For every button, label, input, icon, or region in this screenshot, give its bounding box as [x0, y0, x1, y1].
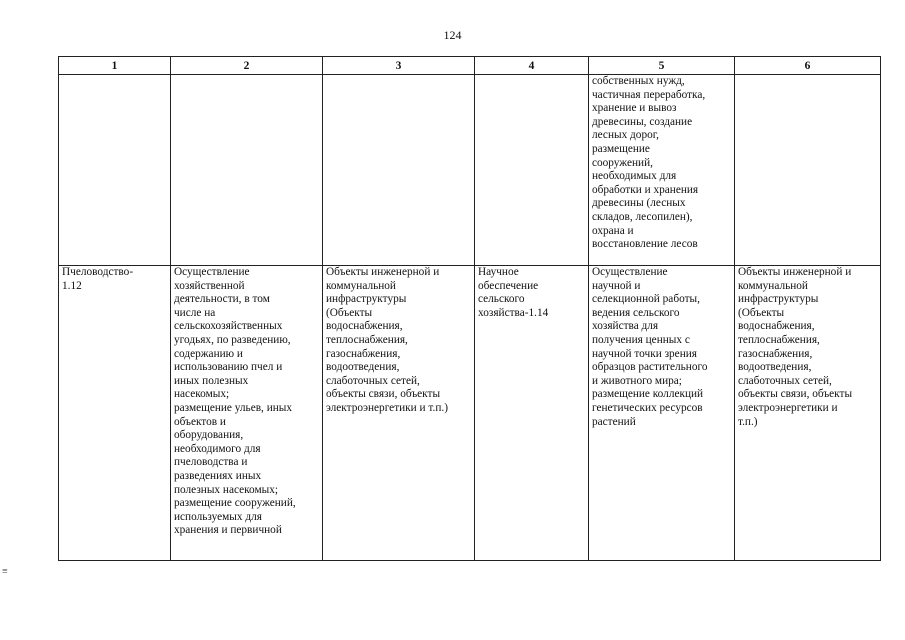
column-header-2: 2	[171, 57, 323, 75]
regulation-table	[58, 56, 881, 561]
column-header-3: 3	[323, 57, 475, 75]
table-row	[59, 75, 881, 266]
table-row	[59, 266, 881, 561]
column-header-5: 5	[589, 57, 735, 75]
table-cell	[171, 75, 323, 266]
margin-mark: ≡	[2, 566, 8, 577]
column-header-1: 1	[59, 57, 171, 75]
table-cell: Осуществление хозяйственной деятельности, в том числе на сельскохозяйственных угодьях, по разведению, содержанию и использованию пчел и иных полезных насекомых; размещение ульев, иных объектов и оборудования, необходимого для пчеловодства и разведениях иных полезных насекомых; размещение сооружений, используемых для хранения и первичной	[171, 266, 323, 561]
column-header-4: 4	[475, 57, 589, 75]
table-cell	[735, 75, 881, 266]
table-cell: собственных нужд, частичная переработка, хранение и вывоз древесины, создание лесных дорог, размещение сооружений, необходимых для обработки и хранения древесины (лесных складов, лесопилен), охрана и восстановление лесов	[589, 75, 735, 266]
table-cell: Пчеловодство- 1.12	[59, 266, 171, 561]
table-cell: Объекты инженерной и коммунальной инфраструктуры (Объекты водоснабжения, теплоснабжения, газоснабжения, водоотведения, слаботочных сетей, объекты связи, объекты электроэнергетики и т.п.)	[735, 266, 881, 561]
table-cell: Научное обеспечение сельского хозяйства-1.14	[475, 266, 589, 561]
column-header-6: 6	[735, 57, 881, 75]
table-cell	[323, 75, 475, 266]
page-number: 124	[443, 28, 462, 42]
table-cell: Объекты инженерной и коммунальной инфраструктуры (Объекты водоснабжения, теплоснабжения, газоснабжения, водоотведения, слаботочных сетей, объекты связи, объекты электроэнергетики и т.п.)	[323, 266, 475, 561]
table-cell: Осуществление научной и селекционной работы, ведения сельского хозяйства для получения ценных с научной точки зрения образцов растительного и животного мира; размещение коллекций генетических ресурсов растений	[589, 266, 735, 561]
table-cell	[475, 75, 589, 266]
table-cell	[59, 75, 171, 266]
table-header-row	[59, 57, 881, 75]
